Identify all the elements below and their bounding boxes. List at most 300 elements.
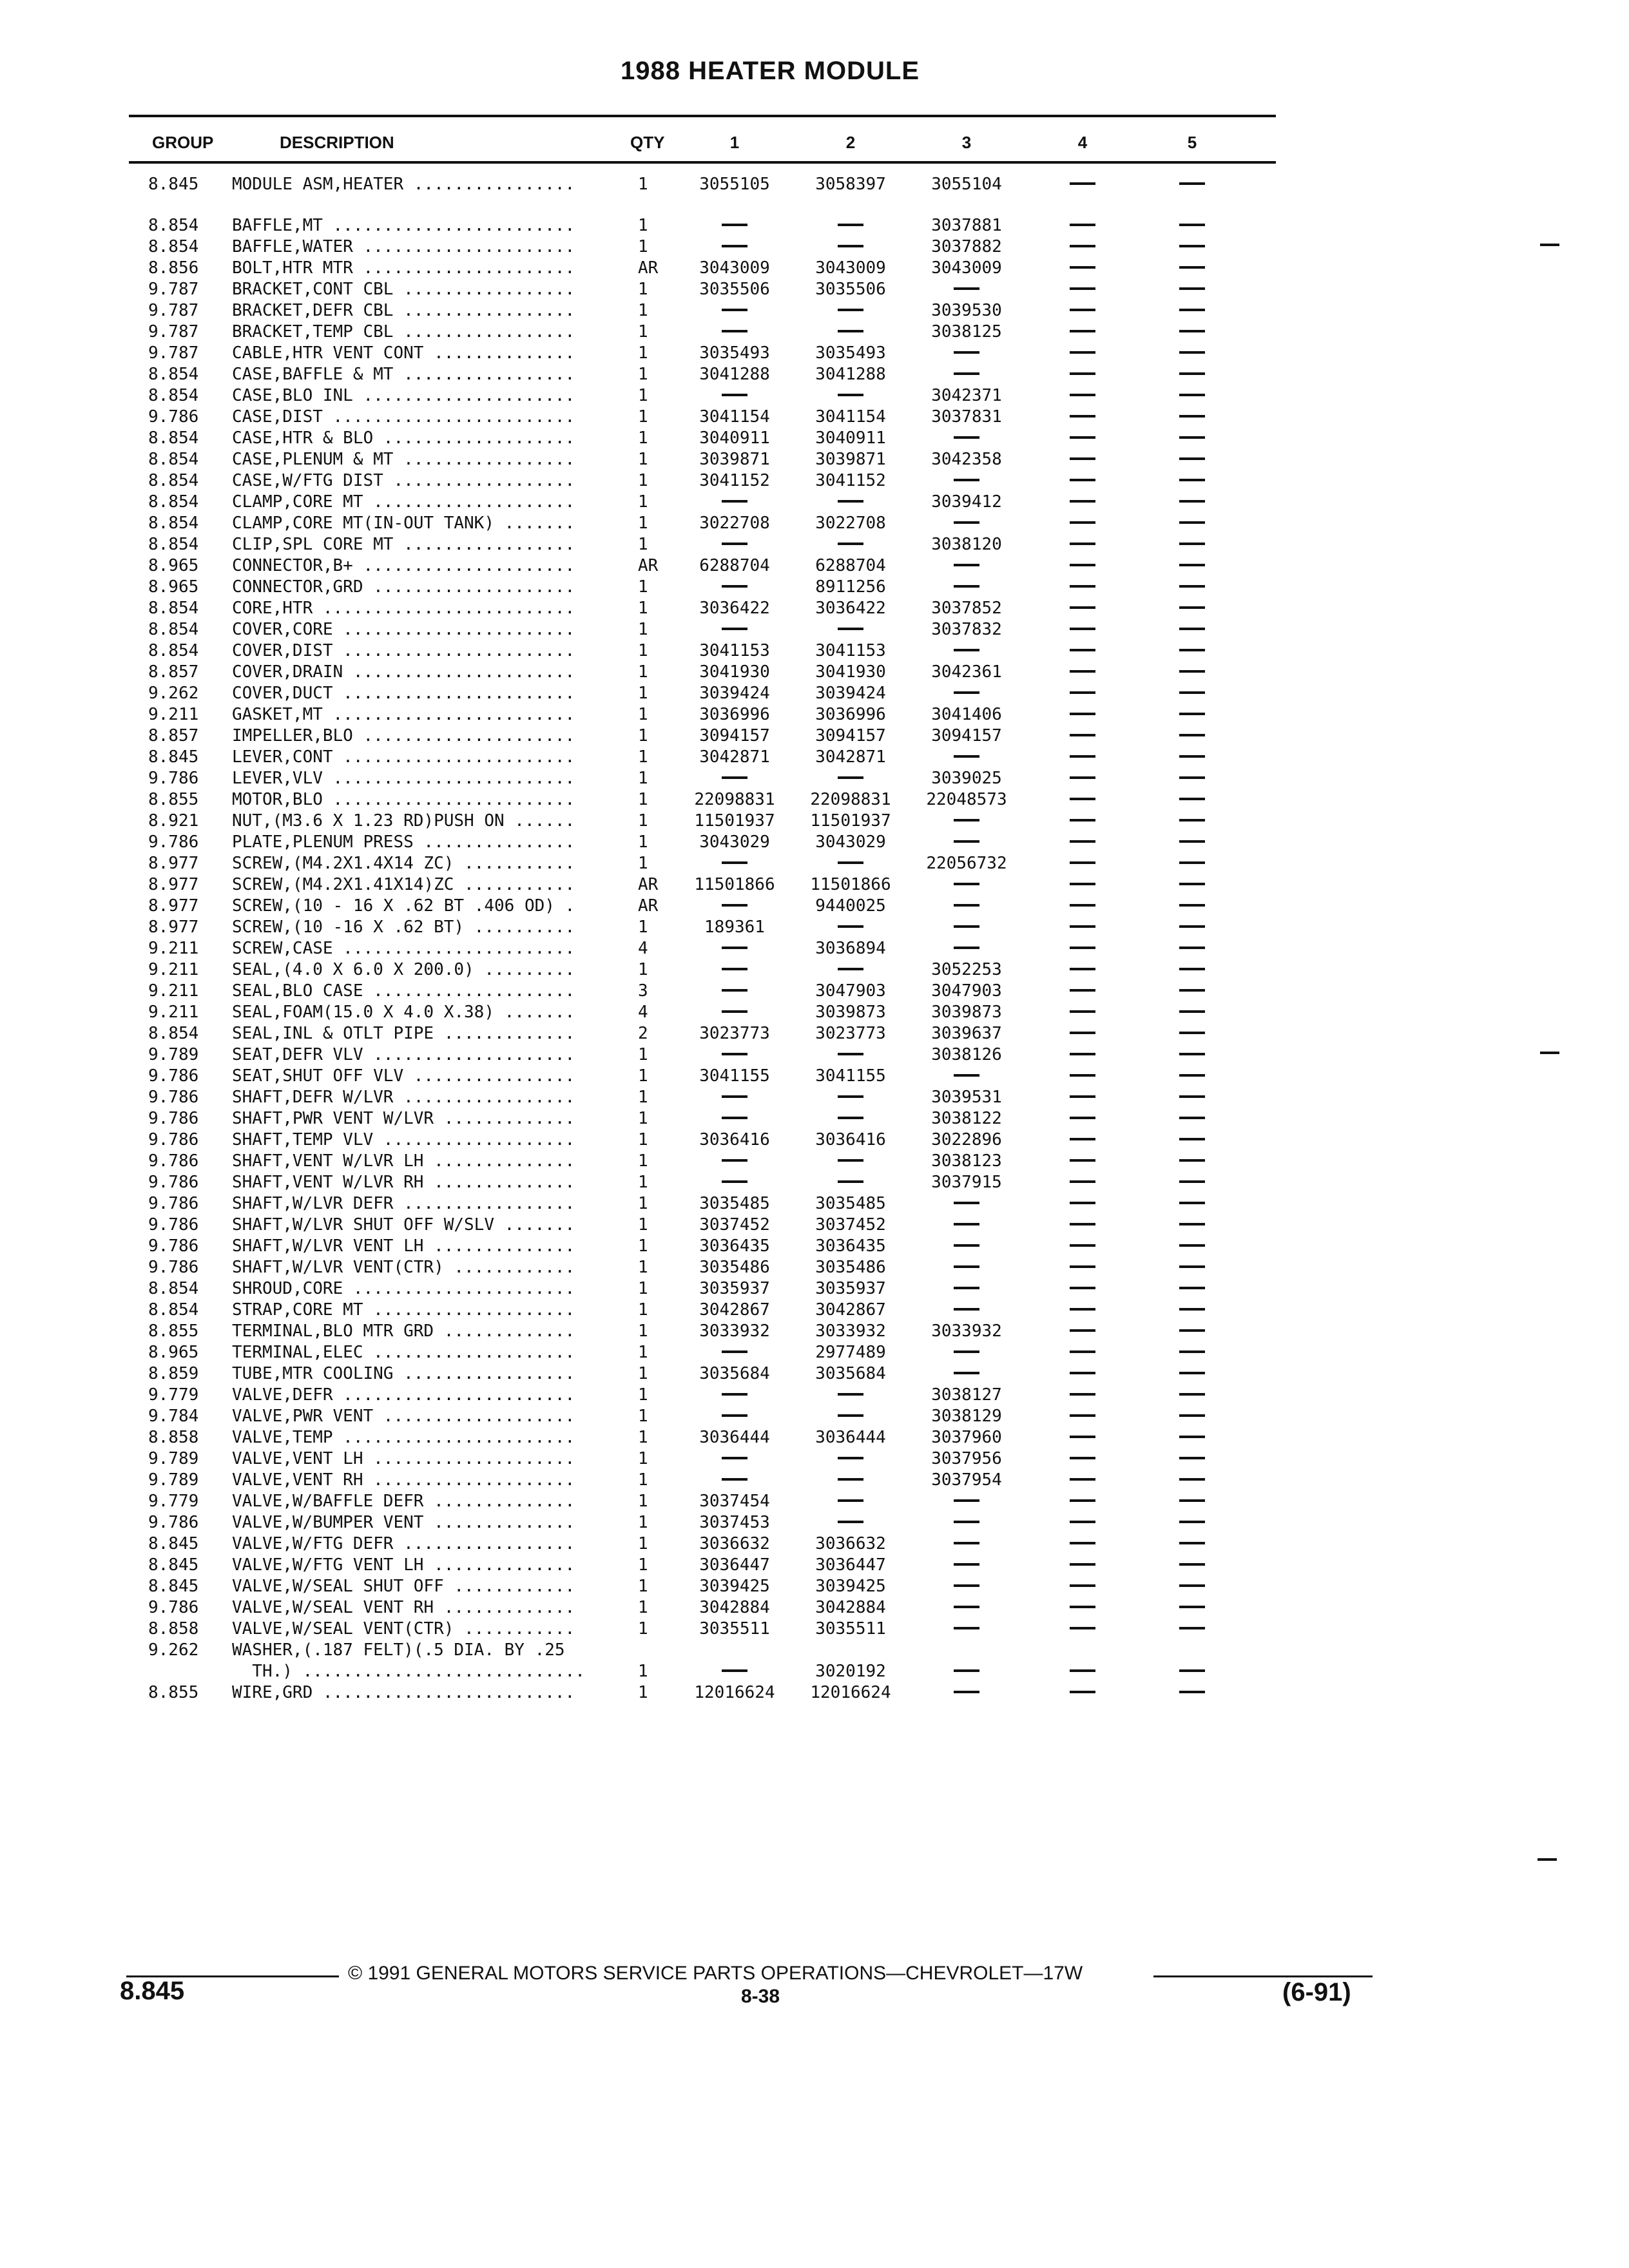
row-col-3: 22048573 xyxy=(926,790,1007,809)
not-applicable-dash xyxy=(1070,1542,1095,1544)
row-col-5 xyxy=(1134,640,1250,662)
not-applicable-dash xyxy=(1179,798,1205,800)
row-col-2: 3020192 xyxy=(815,1662,886,1681)
row-col-1 xyxy=(677,385,793,407)
row-description: LEVER,VLV ........................ xyxy=(232,769,575,788)
row-group: 9.211 xyxy=(148,705,199,724)
not-applicable-dash xyxy=(1070,1265,1095,1268)
row-col-5 xyxy=(1134,1002,1250,1023)
row-description: SHAFT,VENT W/LVR RH .............. xyxy=(232,1173,575,1192)
row-description: CLIP,SPL CORE MT ................. xyxy=(232,535,575,554)
row-qty: 1 xyxy=(638,450,648,469)
row-col-1 xyxy=(677,1470,793,1491)
row-col-4 xyxy=(1025,747,1141,768)
row-group: 8.854 xyxy=(148,1024,199,1043)
row-description: WIRE,GRD ......................... xyxy=(232,1683,575,1702)
table-row xyxy=(0,896,1289,917)
not-applicable-dash xyxy=(1179,776,1205,779)
row-col-4 xyxy=(1025,1023,1141,1044)
row-col-2: 3035485 xyxy=(815,1194,886,1213)
row-description: VALVE,VENT LH .................... xyxy=(232,1449,575,1468)
not-applicable-dash xyxy=(954,1265,979,1268)
row-col-5 xyxy=(1134,300,1250,322)
not-applicable-dash xyxy=(1179,1393,1205,1396)
not-applicable-dash xyxy=(1179,649,1205,651)
not-applicable-dash xyxy=(1070,372,1095,375)
row-col-1: 3036416 xyxy=(699,1130,770,1149)
row-col-3: 3038123 xyxy=(931,1151,1002,1171)
not-applicable-dash xyxy=(1070,1202,1095,1204)
row-col-2: 3023773 xyxy=(815,1024,886,1043)
row-col-3: 3042361 xyxy=(931,662,1002,682)
row-group: 8.854 xyxy=(148,365,199,384)
not-applicable-dash xyxy=(1070,1074,1095,1077)
row-col-1 xyxy=(677,959,793,981)
row-col-5 xyxy=(1134,1363,1250,1385)
row-description: TUBE,MTR COOLING ................. xyxy=(232,1364,575,1383)
table-row xyxy=(0,768,1289,789)
row-col-1: 189361 xyxy=(704,918,765,937)
row-qty: 1 xyxy=(638,322,648,341)
table-row xyxy=(0,322,1289,343)
row-qty: 1 xyxy=(638,1066,648,1086)
row-col-4 xyxy=(1025,811,1141,832)
not-applicable-dash xyxy=(1179,394,1205,396)
row-description: BRACKET,TEMP CBL ................. xyxy=(232,322,575,341)
not-applicable-dash xyxy=(722,861,747,864)
not-applicable-dash xyxy=(838,1180,863,1183)
row-col-5 xyxy=(1134,811,1250,832)
not-applicable-dash xyxy=(1179,245,1205,247)
not-applicable-dash xyxy=(1179,436,1205,439)
table-row xyxy=(0,1215,1289,1236)
not-applicable-dash xyxy=(1070,1393,1095,1396)
row-col-5 xyxy=(1134,959,1250,981)
row-description: PLATE,PLENUM PRESS ............... xyxy=(232,832,575,852)
row-col-4 xyxy=(1025,1661,1141,1682)
row-col-1 xyxy=(677,853,793,874)
row-col-5 xyxy=(1134,534,1250,555)
row-group: 9.211 xyxy=(148,960,199,979)
table-row xyxy=(0,407,1289,428)
row-qty: 1 xyxy=(638,1343,648,1362)
row-col-1: 3043009 xyxy=(699,258,770,278)
not-applicable-dash xyxy=(838,968,863,970)
not-applicable-dash xyxy=(1179,947,1205,949)
table-row xyxy=(0,1193,1289,1215)
row-group: 9.786 xyxy=(148,1513,199,1532)
not-applicable-dash xyxy=(1070,500,1095,503)
row-qty: 1 xyxy=(638,1534,648,1553)
not-applicable-dash xyxy=(722,500,747,503)
table-row xyxy=(0,1257,1289,1278)
row-col-5 xyxy=(1134,917,1250,938)
row-description: SHAFT,VENT W/LVR LH .............. xyxy=(232,1151,575,1171)
row-col-2: 3042871 xyxy=(815,747,886,767)
not-applicable-dash xyxy=(954,1669,979,1672)
not-applicable-dash xyxy=(1179,1499,1205,1502)
table-row xyxy=(0,1470,1289,1491)
row-description: VALVE,VENT RH .................... xyxy=(232,1470,575,1490)
row-col-1 xyxy=(677,981,793,1002)
not-applicable-dash xyxy=(1070,1584,1095,1587)
not-applicable-dash xyxy=(1070,1563,1095,1566)
row-qty: 1 xyxy=(638,1173,648,1192)
row-qty: 1 xyxy=(638,1619,648,1639)
not-applicable-dash xyxy=(722,1053,747,1055)
row-col-1 xyxy=(677,1342,793,1363)
not-applicable-dash xyxy=(1070,713,1095,715)
row-col-3 xyxy=(909,470,1025,492)
table-row xyxy=(0,726,1289,747)
table-row xyxy=(0,343,1289,364)
margin-mark xyxy=(1537,1858,1557,1861)
row-col-1: 3043029 xyxy=(699,832,770,852)
not-applicable-dash xyxy=(1179,819,1205,822)
row-col-2: 3041288 xyxy=(815,365,886,384)
row-col-1: 3036435 xyxy=(699,1236,770,1256)
row-group: 8.854 xyxy=(148,514,199,533)
row-col-5 xyxy=(1134,726,1250,747)
row-qty: 1 xyxy=(638,343,648,363)
not-applicable-dash xyxy=(954,1244,979,1247)
row-description: SHAFT,PWR VENT W/LVR ............. xyxy=(232,1109,575,1128)
row-col-4 xyxy=(1025,470,1141,492)
row-col-2 xyxy=(793,385,909,407)
column-header-group: GROUP xyxy=(152,133,214,152)
not-applicable-dash xyxy=(722,1350,747,1353)
table-row xyxy=(0,1236,1289,1257)
table-row xyxy=(0,470,1289,492)
row-col-3 xyxy=(909,279,1025,300)
row-qty: 1 xyxy=(638,641,648,660)
not-applicable-dash xyxy=(954,1074,979,1077)
row-qty: 1 xyxy=(638,811,648,831)
row-description: CASE,PLENUM & MT ................. xyxy=(232,450,575,469)
row-qty: AR xyxy=(638,258,659,278)
row-description: SHAFT,DEFR W/LVR ................. xyxy=(232,1088,575,1107)
row-col-5 xyxy=(1134,747,1250,768)
row-col-2 xyxy=(793,300,909,322)
row-qty: 1 xyxy=(638,684,648,703)
row-group: 8.855 xyxy=(148,1683,199,1702)
row-col-2: 3047903 xyxy=(815,981,886,1001)
not-applicable-dash xyxy=(1179,1436,1205,1438)
row-description: VALVE,DEFR ....................... xyxy=(232,1385,575,1405)
not-applicable-dash xyxy=(954,351,979,354)
row-group: 8.845 xyxy=(148,1555,199,1575)
row-col-4 xyxy=(1025,174,1141,195)
row-col-5 xyxy=(1134,1321,1250,1342)
row-col-5 xyxy=(1134,449,1250,470)
row-col-3 xyxy=(909,917,1025,938)
row-col-3 xyxy=(909,938,1025,959)
row-col-2: 3041154 xyxy=(815,407,886,427)
row-col-5 xyxy=(1134,258,1250,279)
row-col-4 xyxy=(1025,1257,1141,1278)
row-col-1: 3039871 xyxy=(699,450,770,469)
not-applicable-dash xyxy=(954,1287,979,1289)
row-col-3 xyxy=(909,874,1025,896)
not-applicable-dash xyxy=(1070,1350,1095,1353)
not-applicable-dash xyxy=(1070,989,1095,992)
row-qty: 1 xyxy=(638,1130,648,1149)
row-col-3 xyxy=(909,1576,1025,1597)
column-header-5: 5 xyxy=(1187,133,1197,152)
table-row xyxy=(0,577,1289,598)
row-group: 8.854 xyxy=(148,641,199,660)
row-group: 9.786 xyxy=(148,1215,199,1235)
table-row xyxy=(0,1066,1289,1087)
table-row xyxy=(0,236,1289,258)
row-qty: AR xyxy=(638,875,659,894)
not-applicable-dash xyxy=(1070,415,1095,418)
not-applicable-dash xyxy=(954,521,979,524)
row-qty: 1 xyxy=(638,1236,648,1256)
table-row xyxy=(0,811,1289,832)
row-col-1 xyxy=(677,938,793,959)
row-group: 8.965 xyxy=(148,577,199,597)
table-row xyxy=(0,662,1289,683)
table-row xyxy=(0,449,1289,470)
not-applicable-dash xyxy=(1070,1223,1095,1225)
not-applicable-dash xyxy=(1070,1053,1095,1055)
not-applicable-dash xyxy=(722,968,747,970)
row-col-3: 3039531 xyxy=(931,1088,1002,1107)
row-col-5 xyxy=(1134,1555,1250,1576)
column-header-qty: QTY xyxy=(630,133,665,152)
row-col-1 xyxy=(677,236,793,258)
row-qty: 1 xyxy=(638,1577,648,1596)
row-group: 9.787 xyxy=(148,322,199,341)
not-applicable-dash xyxy=(1070,1521,1095,1523)
row-col-4 xyxy=(1025,1087,1141,1108)
row-col-2 xyxy=(793,853,909,874)
row-qty: 1 xyxy=(638,1258,648,1277)
row-qty: 1 xyxy=(638,492,648,512)
not-applicable-dash xyxy=(1179,628,1205,630)
row-col-2 xyxy=(793,1406,909,1427)
row-col-2: 3094157 xyxy=(815,726,886,745)
not-applicable-dash xyxy=(954,691,979,694)
not-applicable-dash xyxy=(954,1202,979,1204)
not-applicable-dash xyxy=(838,1499,863,1502)
row-description: SHAFT,W/LVR VENT LH .............. xyxy=(232,1236,575,1256)
row-col-5 xyxy=(1134,938,1250,959)
row-col-3 xyxy=(909,1236,1025,1257)
not-applicable-dash xyxy=(1179,1521,1205,1523)
row-col-4 xyxy=(1025,598,1141,619)
not-applicable-dash xyxy=(1179,1074,1205,1077)
row-group: 8.854 xyxy=(148,1279,199,1298)
row-col-4 xyxy=(1025,853,1141,874)
table-row xyxy=(0,1512,1289,1533)
row-col-5 xyxy=(1134,704,1250,726)
not-applicable-dash xyxy=(838,224,863,226)
row-col-1: 3039425 xyxy=(699,1577,770,1596)
row-description: TERMINAL,ELEC .................... xyxy=(232,1343,575,1362)
row-group: 9.786 xyxy=(148,1236,199,1256)
row-col-1: 3035511 xyxy=(699,1619,770,1639)
not-applicable-dash xyxy=(1179,1414,1205,1417)
row-description: SHAFT,W/LVR VENT(CTR) ............ xyxy=(232,1258,575,1277)
row-col-4 xyxy=(1025,577,1141,598)
row-group: 9.786 xyxy=(148,1194,199,1213)
row-qty: 2 xyxy=(638,1024,648,1043)
row-col-1: 3037454 xyxy=(699,1492,770,1511)
row-col-4 xyxy=(1025,279,1141,300)
not-applicable-dash xyxy=(722,1010,747,1013)
row-col-1 xyxy=(677,577,793,598)
row-col-4 xyxy=(1025,1619,1141,1640)
row-group: 8.977 xyxy=(148,875,199,894)
not-applicable-dash xyxy=(954,585,979,588)
row-col-5 xyxy=(1134,428,1250,449)
row-col-3: 3037956 xyxy=(931,1449,1002,1468)
not-applicable-dash xyxy=(1179,500,1205,503)
row-col-1: 3094157 xyxy=(699,726,770,745)
row-col-1: 3040911 xyxy=(699,428,770,448)
table-row xyxy=(0,640,1289,662)
row-col-5 xyxy=(1134,1215,1250,1236)
not-applicable-dash xyxy=(954,287,979,290)
row-qty: 1 xyxy=(638,1151,648,1171)
not-applicable-dash xyxy=(838,1457,863,1459)
row-col-2: 3037452 xyxy=(815,1215,886,1235)
row-group: 8.977 xyxy=(148,918,199,937)
not-applicable-dash xyxy=(1179,883,1205,885)
row-col-4 xyxy=(1025,789,1141,811)
table-row xyxy=(0,492,1289,513)
row-col-5 xyxy=(1134,1406,1250,1427)
row-col-5 xyxy=(1134,1278,1250,1300)
not-applicable-dash xyxy=(1070,1436,1095,1438)
not-applicable-dash xyxy=(1070,479,1095,481)
table-row xyxy=(0,853,1289,874)
row-col-2: 3035684 xyxy=(815,1364,886,1383)
row-col-2: 3036447 xyxy=(815,1555,886,1575)
row-col-2: 3040911 xyxy=(815,428,886,448)
not-applicable-dash xyxy=(838,776,863,779)
row-col-5 xyxy=(1134,1236,1250,1257)
not-applicable-dash xyxy=(1179,968,1205,970)
not-applicable-dash xyxy=(1179,457,1205,460)
table-row xyxy=(0,1682,1289,1704)
row-col-2: 8911256 xyxy=(815,577,886,597)
row-col-5 xyxy=(1134,683,1250,704)
not-applicable-dash xyxy=(1179,287,1205,290)
row-description: SHAFT,TEMP VLV ................... xyxy=(232,1130,575,1149)
row-col-4 xyxy=(1025,1491,1141,1512)
row-col-5 xyxy=(1134,1108,1250,1129)
not-applicable-dash xyxy=(1179,1329,1205,1332)
row-col-3: 3094157 xyxy=(931,726,1002,745)
not-applicable-dash xyxy=(954,1372,979,1374)
not-applicable-dash xyxy=(1179,372,1205,375)
not-applicable-dash xyxy=(722,1478,747,1481)
row-description: VALVE,TEMP ....................... xyxy=(232,1428,575,1447)
row-col-5 xyxy=(1134,981,1250,1002)
row-col-4 xyxy=(1025,1363,1141,1385)
row-description: VALVE,W/FTG VENT LH .............. xyxy=(232,1555,575,1575)
not-applicable-dash xyxy=(1070,798,1095,800)
row-group: 8.965 xyxy=(148,556,199,575)
row-qty: 1 xyxy=(638,726,648,745)
not-applicable-dash xyxy=(722,1117,747,1119)
not-applicable-dash xyxy=(838,394,863,396)
row-col-1: 3041153 xyxy=(699,641,770,660)
not-applicable-dash xyxy=(1179,1350,1205,1353)
row-col-3: 3047903 xyxy=(931,981,1002,1001)
row-col-4 xyxy=(1025,236,1141,258)
row-group: 8.854 xyxy=(148,535,199,554)
row-col-3 xyxy=(909,1066,1025,1087)
row-group: 9.789 xyxy=(148,1045,199,1064)
not-applicable-dash xyxy=(722,904,747,907)
row-col-4 xyxy=(1025,1172,1141,1193)
not-applicable-dash xyxy=(1179,989,1205,992)
not-applicable-dash xyxy=(1070,628,1095,630)
row-col-2: 3036422 xyxy=(815,599,886,618)
not-applicable-dash xyxy=(1179,1669,1205,1672)
row-col-5 xyxy=(1134,279,1250,300)
not-applicable-dash xyxy=(1070,1499,1095,1502)
not-applicable-dash xyxy=(954,1606,979,1608)
not-applicable-dash xyxy=(954,1542,979,1544)
row-col-3 xyxy=(909,832,1025,853)
row-col-1 xyxy=(677,1108,793,1129)
row-description: COVER,DRAIN ...................... xyxy=(232,662,575,682)
row-col-2: 3041155 xyxy=(815,1066,886,1086)
not-applicable-dash xyxy=(954,479,979,481)
row-group: 8.855 xyxy=(148,790,199,809)
row-col-2: 3036444 xyxy=(815,1428,886,1447)
not-applicable-dash xyxy=(1179,1159,1205,1162)
row-description: IMPELLER,BLO ..................... xyxy=(232,726,575,745)
row-col-5 xyxy=(1134,1576,1250,1597)
not-applicable-dash xyxy=(1179,1691,1205,1693)
not-applicable-dash xyxy=(1179,861,1205,864)
row-col-5 xyxy=(1134,1257,1250,1278)
row-qty: 1 xyxy=(638,1279,648,1298)
not-applicable-dash xyxy=(1179,1010,1205,1013)
not-applicable-dash xyxy=(954,840,979,843)
row-col-3 xyxy=(909,640,1025,662)
row-col-3: 3022896 xyxy=(931,1130,1002,1149)
row-description: SCREW,(M4.2X1.41X14)ZC ........... xyxy=(232,875,575,894)
row-col-3 xyxy=(909,555,1025,577)
row-col-2: 3042867 xyxy=(815,1300,886,1320)
row-description: MOTOR,BLO ........................ xyxy=(232,790,575,809)
not-applicable-dash xyxy=(1179,1563,1205,1566)
row-description: CONNECTOR,B+ ..................... xyxy=(232,556,575,575)
row-col-5 xyxy=(1134,1193,1250,1215)
row-col-3 xyxy=(909,1597,1025,1619)
row-col-3 xyxy=(909,1533,1025,1555)
column-header-1: 1 xyxy=(729,133,740,152)
table-row xyxy=(0,619,1289,640)
row-col-4 xyxy=(1025,1406,1141,1427)
row-col-5 xyxy=(1134,789,1250,811)
row-col-3: 3037960 xyxy=(931,1428,1002,1447)
row-qty: 1 xyxy=(638,620,648,639)
row-col-1: 3035486 xyxy=(699,1258,770,1277)
row-description: VALVE,W/BAFFLE DEFR .............. xyxy=(232,1492,575,1511)
row-description: WASHER,(.187 FELT)(.5 DIA. BY .25 xyxy=(232,1640,565,1660)
row-col-1 xyxy=(677,768,793,789)
row-col-3 xyxy=(909,343,1025,364)
row-col-3 xyxy=(909,1215,1025,1236)
